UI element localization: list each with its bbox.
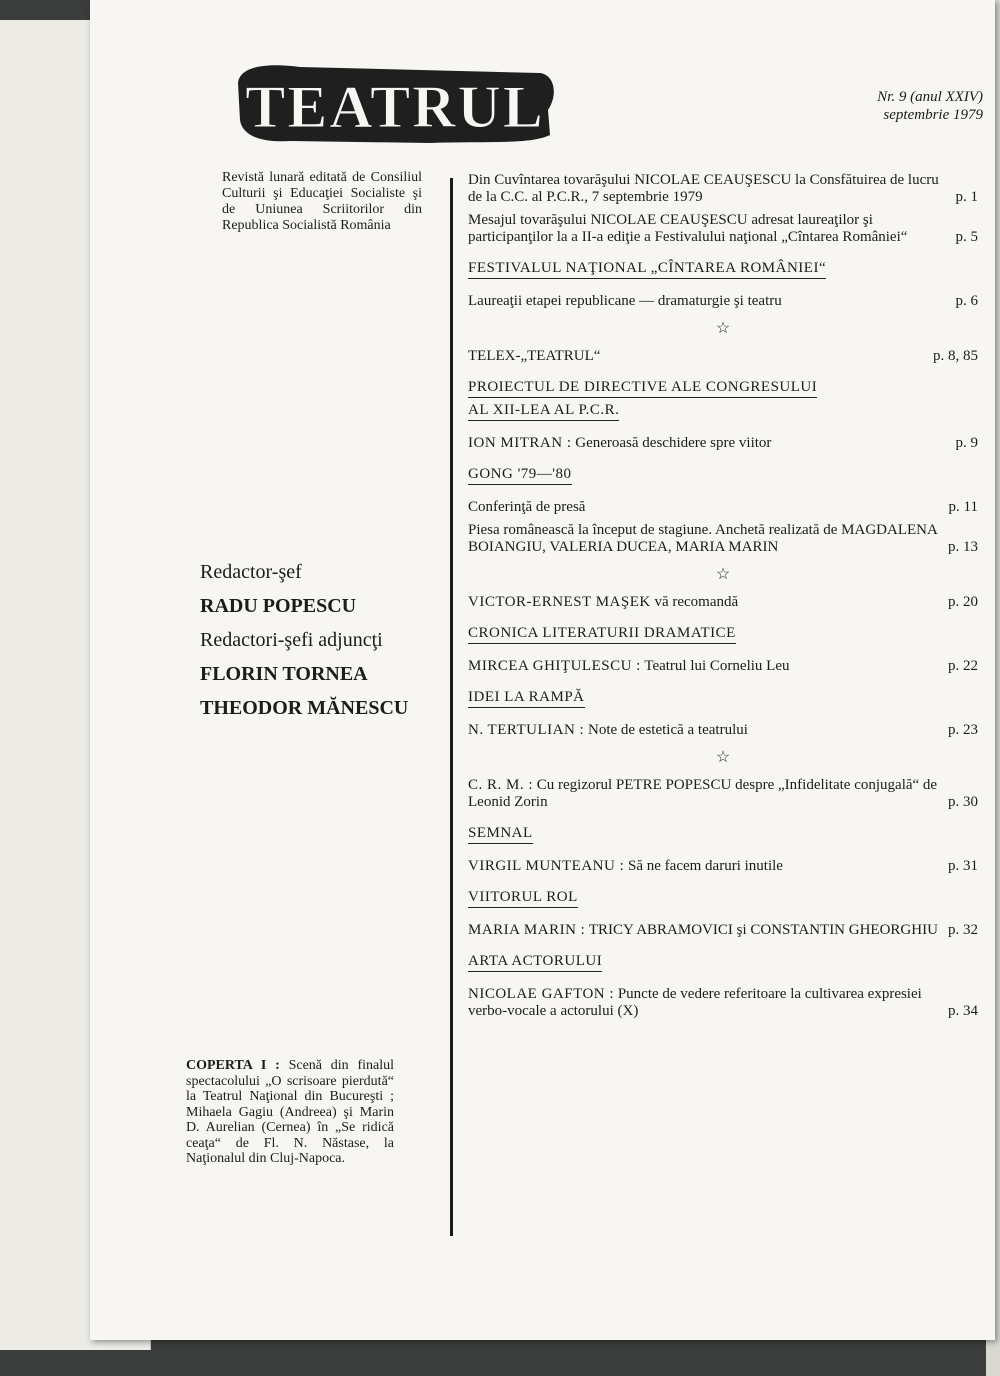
toc-entry-title: Teatrul lui Corneliu Leu (644, 658, 790, 674)
deputy-editor-1: FLORIN TORNEA (200, 663, 368, 685)
table-of-contents (468, 172, 978, 1026)
masthead-title: TEATRUL (245, 74, 545, 140)
section-heading: CRONICA LITERATURII DRAMATICE (468, 625, 736, 644)
toc-entry-title: TELEX-„TEATRUL“ (468, 348, 601, 364)
toc-page-ref: p. 30 (948, 794, 978, 810)
toc-entry-author: NICOLAE GAFTON : (468, 986, 615, 1002)
toc-entry[interactable] (468, 348, 978, 365)
section-heading: GONG '79—'80 (468, 466, 572, 485)
chief-editor-name: RADU POPESCU (200, 595, 357, 617)
section-heading: AL XII-LEA AL P.C.R. (468, 402, 619, 421)
toc-entry[interactable] (468, 594, 978, 611)
toc-entry-title: Generoasă deschidere spre viitor (575, 435, 772, 451)
magazine-page (90, 0, 995, 1340)
issue-date: septembrie 1979 (883, 107, 983, 123)
toc-entry-author: MIRCEA GHIŢULESCU : (468, 658, 641, 674)
star-separator: ☆ (715, 320, 731, 337)
issue-info (877, 88, 983, 124)
publisher-statement: Revistă lunară editată de Consiliul Culturii şi Educaţiei Socialiste şi de Uniunea Scriitorilor din Republica Socialistă România (222, 170, 422, 233)
cover-caption (186, 1058, 394, 1167)
toc-entry-author: VICTOR-ERNEST MAŞEK (468, 594, 651, 610)
toc-page-ref: p. 8, 85 (933, 348, 978, 364)
toc-entry-title: Din Cuvîntarea tovarăşului NICOLAE CEAUŞESCU la Consfătuirea de lucru de la C.C. al P.C.R., 7 septembrie 1979 (468, 172, 939, 205)
star-separator: ☆ (715, 749, 731, 766)
cover-caption-label: COPERTA I : (186, 1058, 280, 1073)
toc-page-ref: p. 22 (948, 658, 978, 674)
toc-entry-title: Note de estetică a teatrului (587, 722, 748, 738)
toc-page-ref: p. 11 (948, 499, 978, 515)
star-separator: ☆ (715, 566, 731, 583)
toc-entry[interactable] (468, 858, 978, 875)
toc-entry[interactable] (468, 777, 978, 811)
toc-page-ref: p. 20 (948, 594, 978, 610)
toc-page-ref: p. 1 (955, 189, 978, 205)
toc-page-ref: p. 5 (955, 229, 978, 245)
toc-entry-title: Cu regizorul PETRE POPESCU despre „Infidelitate conjugală“ de Leonid Zorin (468, 777, 938, 810)
toc-entry-title: Conferinţă de presă (468, 499, 586, 515)
toc-entry[interactable] (468, 658, 978, 675)
deputy-editor-2: THEODOR MĂNESCU (200, 697, 409, 719)
toc-entry[interactable] (468, 499, 978, 516)
section-heading: FESTIVALUL NAŢIONAL „CÎNTAREA ROMÂNIEI“ (468, 260, 826, 279)
toc-entry-author: MARIA MARIN : (468, 922, 586, 938)
toc-entry[interactable] (468, 986, 978, 1020)
toc-entry-title: Mesajul tovarăşului NICOLAE CEAUŞESCU adresat laureaţilor şi participanţilor la a II-a ediţie a Festivalului naţional „Cîntarea României“ (468, 212, 908, 245)
toc-entry[interactable] (468, 293, 978, 310)
toc-page-ref: p. 6 (955, 293, 978, 309)
section-heading: ARTA ACTORULUI (468, 953, 602, 972)
editorial-board (200, 555, 460, 725)
section-heading: SEMNAL (468, 825, 533, 844)
toc-page-ref: p. 34 (948, 1003, 978, 1019)
toc-entry-title: TRICY ABRAMOVICI şi CONSTANTIN GHEORGHIU (588, 922, 938, 938)
toc-entry[interactable] (468, 922, 978, 939)
toc-entry[interactable] (468, 722, 978, 739)
toc-entry[interactable] (468, 172, 978, 206)
toc-entry-title: Laureaţii etapei republicane — dramaturgie şi teatru (468, 293, 782, 309)
toc-entry-author: VIRGIL MUNTEANU : (468, 858, 625, 874)
toc-entry-title: Să ne facem daruri inutile (628, 858, 783, 874)
toc-entry-title: Piesa românească la început de stagiune. Anchetă realizată de MAGDALENA BOIANGIU, VALERIA DUCEA, MARIA MARIN (468, 522, 937, 555)
deputy-editors-label: Redactori-şefi adjuncţi (200, 629, 383, 651)
toc-page-ref: p. 23 (948, 722, 978, 738)
section-heading: PROIECTUL DE DIRECTIVE ALE CONGRESULUI (468, 379, 817, 398)
toc-entry[interactable] (468, 522, 978, 556)
chief-editor-label: Redactor-şef (200, 561, 302, 583)
issue-number: Nr. 9 (anul XXIV) (877, 89, 983, 105)
toc-entry[interactable] (468, 435, 978, 452)
section-heading: VIITORUL ROL (468, 889, 578, 908)
toc-entry[interactable] (468, 212, 978, 246)
toc-page-ref: p. 13 (948, 539, 978, 555)
masthead-logo (230, 55, 560, 147)
cover-caption-text: Scenă din finalul spectacolului „O scrisoare pierdută“ la Teatrul Naţional din Bucureşti ; Mihaela Gagiu (Andreea) şi Marin D. Aurelian (Cernea) în „Se ridică ceaţa“ de Fl. N. Năstase, la Naţionalul din Cluj-Napoca. (186, 1058, 394, 1166)
toc-page-ref: p. 32 (948, 922, 978, 938)
toc-entry-author: C. R. M. : (468, 777, 534, 793)
toc-page-ref: p. 31 (948, 858, 978, 874)
toc-entry-author: ION MITRAN : (468, 435, 572, 451)
toc-page-ref: p. 9 (955, 435, 978, 451)
section-heading: IDEI LA RAMPĂ (468, 689, 585, 708)
toc-entry-title: Puncte de vedere referitoare la cultivarea expresiei verbo-vocale a actorului (X) (468, 986, 922, 1019)
toc-entry-title: vă recomandă (654, 594, 739, 610)
toc-entry-author: N. TERTULIAN : (468, 722, 585, 738)
